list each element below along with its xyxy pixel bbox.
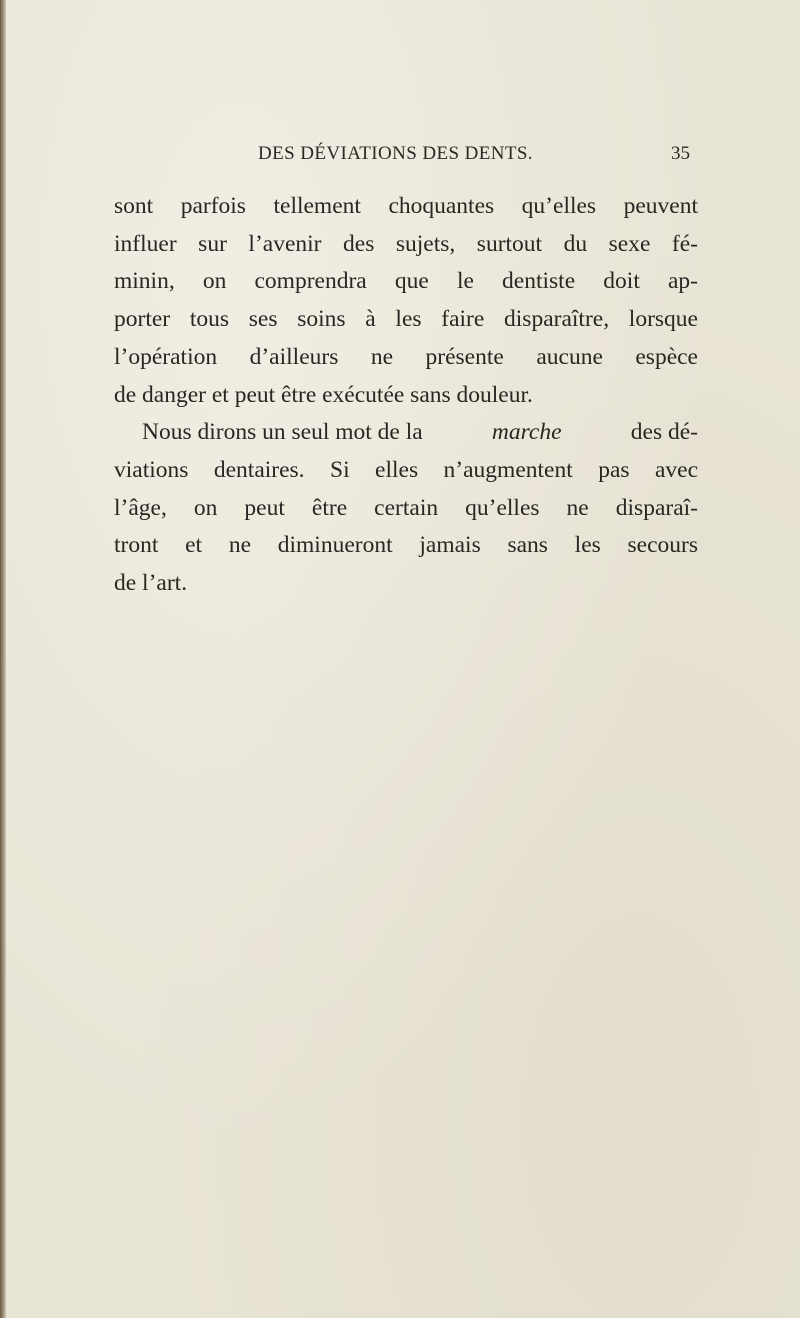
italic-word: marche <box>491 419 562 446</box>
text-line: viations dentaires. Si elles n’augmentent pas avec <box>114 456 698 483</box>
text-segment: des dé- <box>630 419 698 446</box>
paragraph-start-line <box>114 414 698 452</box>
body-text <box>114 188 698 603</box>
text-line: porter tous ses soins à les faire disparaître, lorsque <box>114 306 698 333</box>
text-line: de danger et peut être exécutée sans douleur. <box>114 381 533 408</box>
page-binding-edge <box>0 0 6 1318</box>
page-number: 35 <box>671 143 690 164</box>
text-line: sont parfois tellement choquantes qu’elles peuvent <box>114 193 698 219</box>
text-line: influer sur l’avenir des sujets, surtout du sexe fé- <box>114 230 698 257</box>
text-segment: Nous dirons un seul mot de la <box>142 419 423 446</box>
running-head: DES DÉVIATIONS DES DENTS. <box>258 143 533 164</box>
text-line: l’âge, on peut être certain qu’elles ne disparaî- <box>114 494 698 521</box>
text-line: de l’art. <box>114 570 188 597</box>
text-line: minin, on comprendra que le dentiste doit ap- <box>114 268 698 295</box>
text-line: l’opération d’ailleurs ne présente aucune espèce <box>114 343 698 370</box>
text-line: tront et ne diminueront jamais sans les secours <box>114 532 698 559</box>
